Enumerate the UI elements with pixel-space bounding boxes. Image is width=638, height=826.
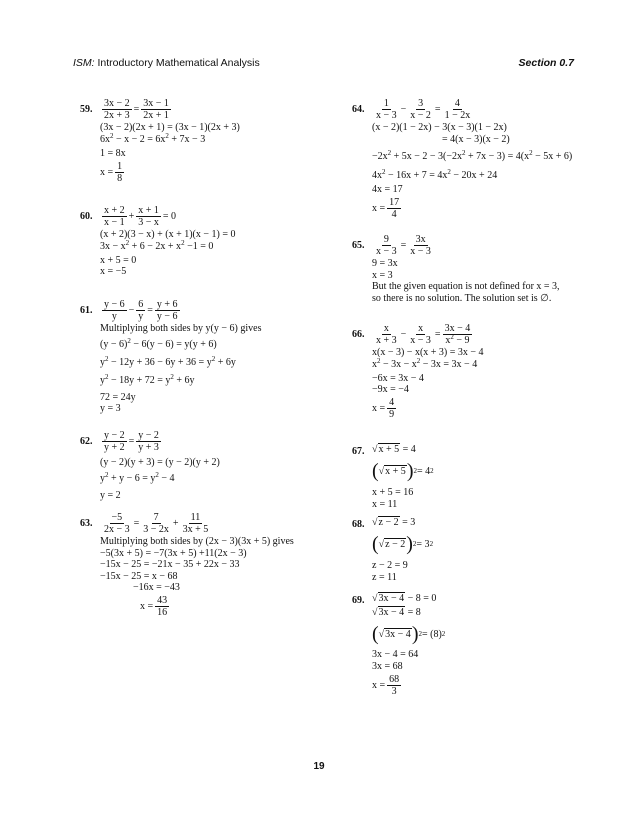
result-line — [100, 594, 294, 620]
exponent: 2 — [382, 168, 386, 176]
operator: + — [128, 210, 135, 222]
exponent: 2 — [462, 149, 466, 157]
numerator: 68 — [389, 673, 400, 685]
fraction — [102, 299, 127, 322]
denominator: 16 — [157, 607, 168, 618]
step-line — [372, 356, 484, 373]
step-line: Multiplying both sides by (2x − 3)(3x + 5) gives — [100, 536, 294, 547]
term: − x − 2 = 6x — [113, 133, 166, 145]
term: − 3x = 3x − 4 — [420, 358, 478, 370]
radical: √x + 5 — [378, 465, 406, 477]
fraction — [387, 197, 401, 220]
numerator: 6 — [138, 298, 144, 310]
term: x — [445, 334, 451, 346]
term: y — [100, 356, 105, 368]
term: + 5x − 2 − 3(−2x — [391, 151, 463, 162]
numerator: 4 — [454, 97, 460, 109]
radicand: x + 5 — [378, 444, 400, 455]
result-line — [372, 196, 572, 222]
numerator: 3x − 4 — [444, 322, 471, 334]
term: x = — [372, 679, 386, 691]
exponent: 2 — [105, 470, 109, 479]
step-line: −16x = −43 — [133, 582, 180, 593]
radicand: 3x − 4 — [385, 628, 411, 640]
denominator: x − 3 — [410, 245, 431, 257]
term: = 8 — [405, 607, 421, 618]
exponent: 2 — [105, 372, 109, 381]
denominator: x − 3 — [376, 245, 397, 257]
step-line: −5(3x + 5) = −7(3x + 5) +11(2x − 3) — [100, 547, 247, 559]
term: + 7x − 3 — [168, 133, 206, 145]
denominator: x − 2 — [410, 109, 431, 121]
denominator: 3 − x — [138, 216, 159, 228]
problem-number: 66. — [352, 329, 365, 340]
term: = 3 — [399, 517, 416, 528]
numerator: 4 — [389, 397, 395, 408]
numerator: 1 — [117, 160, 123, 172]
result-line: y = 3 — [100, 403, 121, 414]
fraction — [443, 323, 473, 346]
radicand: 3x − 4 — [378, 607, 405, 618]
equation — [372, 321, 484, 347]
term: − 3x − x — [380, 358, 417, 370]
denominator: y + 3 — [138, 441, 159, 453]
equals-sign: = — [147, 304, 153, 316]
step-line — [372, 151, 572, 165]
term: = 3 — [416, 538, 430, 550]
exponent: 2 — [110, 131, 114, 140]
numerator: 7 — [153, 511, 159, 523]
paren-left: ( — [372, 623, 379, 645]
exponent: 2 — [377, 356, 381, 365]
denominator: 3x + 5 — [182, 523, 209, 535]
result-line — [372, 672, 445, 698]
step-line: x + 5 = 16 — [372, 487, 414, 498]
equation — [100, 297, 261, 323]
denominator: 2x + 1 — [143, 109, 169, 121]
numerator: 3x − 2 — [104, 97, 130, 109]
denominator: 9 — [389, 409, 395, 420]
denominator: y + 2 — [104, 441, 125, 453]
step-line: (x + 2)(3 − x) + (x + 1)(x − 1) = 0 — [100, 229, 236, 240]
equation — [100, 96, 240, 122]
problem-number: 65. — [352, 240, 365, 251]
book-abbrev: ISM: — [73, 57, 95, 69]
equation — [372, 517, 433, 531]
exponent: 2 — [447, 168, 451, 176]
exponent: 2 — [125, 238, 130, 247]
term: (y − 6) — [100, 338, 128, 350]
step-line: −15x − 25 = −21x − 35 + 22x − 33 — [100, 559, 240, 570]
term: + y − 6 = y — [108, 472, 156, 484]
term: y — [100, 472, 105, 484]
operator: − — [400, 328, 407, 340]
exponent: 2 — [387, 149, 392, 157]
numerator: 11 — [190, 511, 201, 523]
problem-number: 68. — [352, 519, 365, 530]
numerator: y + 6 — [156, 298, 178, 310]
term: − 5x + 6) — [532, 151, 573, 162]
term: + 6 − 2x + x — [129, 240, 182, 252]
step-line: −9x = −4 — [372, 384, 409, 395]
numerator: 17 — [389, 197, 400, 208]
fraction — [374, 323, 399, 346]
denominator: x − 3 — [410, 334, 431, 346]
radical: √x + 5 — [372, 444, 400, 455]
operator: + — [172, 517, 179, 529]
term: 6x — [100, 133, 110, 145]
fraction — [408, 234, 433, 257]
denominator: x − 1 — [104, 216, 125, 228]
step-line — [372, 607, 445, 621]
numerator: 1 — [383, 97, 389, 109]
radical: √z − 2 — [378, 538, 406, 550]
step-line: ( √z − 2 ) 2 = 3 2 — [372, 533, 434, 555]
paren-right: ) — [406, 533, 413, 555]
equals-sign: = — [400, 239, 407, 251]
radical: √3x − 4 — [372, 593, 405, 604]
step-line — [372, 170, 572, 184]
term: x = — [100, 166, 114, 178]
equals-sign: = — [133, 103, 140, 115]
denominator: 1 − 2x — [444, 109, 471, 121]
problem-number: 69. — [352, 595, 365, 606]
problem-number: 63. — [80, 518, 93, 529]
denominator: x + 3 — [376, 334, 397, 346]
numerator: 9 — [383, 233, 389, 245]
term: x — [372, 358, 377, 370]
term: + 6y — [215, 356, 236, 368]
numerator: −5 — [111, 511, 123, 523]
fraction — [443, 98, 473, 121]
fraction — [102, 205, 127, 228]
step-line: −15x − 25 = x − 68 — [100, 570, 178, 582]
radicand: x + 5 — [385, 465, 406, 477]
term: 4x — [372, 170, 382, 181]
operator: − — [128, 304, 135, 316]
fraction — [155, 595, 169, 618]
term: x = — [372, 203, 386, 214]
numerator: x + 1 — [138, 204, 159, 216]
result-line: z = 11 — [372, 571, 397, 583]
term: − 20x + 24 — [450, 170, 498, 181]
term: = 4 — [400, 444, 416, 455]
exponent: 2 — [450, 332, 454, 341]
step-line: 4x = 17 — [372, 184, 403, 195]
step-line: Multiplying both sides by y(y − 6) gives — [100, 323, 262, 334]
term: − 16x + 7 = 4x — [385, 170, 448, 181]
step-line: 72 = 24y — [100, 391, 136, 403]
numerator: y − 2 — [104, 429, 125, 441]
explanation-line: so there is no solution. The solution set is ∅. — [372, 292, 552, 304]
fraction — [102, 430, 127, 453]
page-number: 19 — [313, 761, 325, 772]
step-line: (x − 2)(1 − 2x) − 3(x − 3)(1 − 2x) — [372, 122, 507, 133]
fraction — [181, 512, 211, 535]
term: − 12y + 36 − 6y + 36 = y — [108, 356, 212, 368]
denominator: 4 — [391, 209, 397, 220]
radicand: 3x − 4 — [378, 593, 405, 604]
equation — [372, 232, 560, 258]
step-line — [100, 470, 220, 487]
step-line: (y − 2)(y + 3) = (y − 2)(y + 2) — [100, 457, 220, 468]
term: + 7x − 3) = 4(x — [465, 151, 530, 162]
step-line: (3x − 2)(2x + 1) = (3x − 1)(2x + 3) — [100, 122, 240, 133]
term: −2x — [372, 151, 388, 162]
exponent: 2 — [416, 356, 421, 365]
exponent: 2 — [155, 470, 159, 479]
equation — [372, 444, 434, 458]
step-line: x(x − 3) − x(x + 3) = 3x − 4 — [372, 347, 484, 358]
paren-right: ) — [411, 623, 419, 645]
term: 3x − x — [100, 240, 126, 252]
step-line — [100, 131, 240, 148]
book-title: Introductory Mathematical Analysis — [94, 57, 260, 69]
step-line: 3x − 4 = 64 — [372, 649, 419, 660]
term: − 9 — [453, 334, 470, 346]
step-line: 3x = 68 — [372, 660, 403, 672]
result-line: y = 2 — [100, 489, 121, 501]
problem-number: 64. — [352, 104, 365, 115]
term: − 8 = 0 — [405, 593, 437, 604]
fraction — [408, 98, 433, 121]
equals-sign: = — [133, 517, 140, 529]
fraction — [141, 98, 171, 121]
fraction — [387, 397, 396, 420]
step-line: z − 2 = 9 — [372, 560, 408, 571]
numerator: y − 6 — [104, 298, 125, 310]
term: + 6y — [173, 374, 195, 386]
numerator: 3x − 1 — [143, 97, 169, 109]
fraction — [141, 512, 171, 535]
running-header-title — [73, 57, 260, 69]
equals-sign: = — [128, 435, 135, 447]
step-line: 1 = 8x — [100, 147, 126, 159]
numerator: x + 2 — [104, 204, 125, 216]
paren-right: ) — [406, 460, 414, 482]
term: x = — [372, 403, 386, 414]
step-line: x + 5 = 0 — [100, 254, 137, 266]
term: − 4 — [158, 472, 175, 484]
denominator: x − 3 — [376, 109, 397, 121]
fraction — [136, 430, 161, 453]
term: = 4 — [416, 465, 431, 477]
numerator: 43 — [157, 595, 168, 606]
step-line — [100, 372, 261, 389]
equation — [100, 510, 294, 536]
step-line — [100, 238, 235, 255]
result-line: x = −5 — [100, 266, 127, 277]
fraction — [102, 98, 132, 121]
step-line: ( √3x − 4 ) 2 = (8) 2 — [372, 623, 446, 645]
problem-number: 59. — [80, 104, 93, 115]
exponent: 2 — [105, 354, 109, 363]
term: y — [100, 374, 105, 386]
denominator: y − 6 — [156, 310, 178, 322]
numerator: y − 2 — [138, 429, 159, 441]
numerator: 3 — [418, 97, 424, 109]
equation — [372, 96, 572, 122]
step-line — [100, 336, 261, 353]
numerator: 3x — [415, 233, 426, 245]
fraction — [374, 98, 399, 121]
fraction — [387, 674, 401, 697]
equation — [100, 203, 235, 229]
denominator: 2x − 3 — [104, 523, 130, 535]
equals-sign: = — [434, 103, 441, 115]
denominator: 8 — [117, 172, 123, 184]
fraction — [115, 161, 124, 184]
step-line: = 4(x − 3)(x − 2) — [442, 133, 510, 145]
denominator: 2x + 3 — [104, 109, 130, 121]
term: = (8) — [421, 628, 442, 640]
term: −1 = 0 — [184, 240, 214, 252]
radical: √z − 2 — [372, 517, 399, 528]
step-line: ( √x + 5 ) 2 = 4 2 — [372, 460, 434, 482]
exponent: 2 — [127, 336, 131, 345]
result-line — [372, 396, 484, 422]
fraction — [136, 205, 161, 228]
term: − 6(y − 6) = y(y + 6) — [130, 338, 217, 350]
denominator — [443, 332, 471, 346]
step-line: 9 = 3x — [372, 258, 398, 269]
operator: − — [400, 103, 407, 115]
section-label: Section 0.7 — [518, 57, 574, 69]
radical: √3x − 4 — [372, 607, 405, 618]
result-line: x = 11 — [372, 498, 398, 510]
exponent: 2 — [181, 238, 185, 247]
result-line — [100, 159, 240, 185]
term: = 0 — [162, 210, 177, 222]
numerator: x — [383, 322, 389, 334]
exponent: 2 — [170, 372, 174, 381]
term: − 18y + 72 = y — [108, 374, 171, 386]
problem-number: 61. — [80, 305, 93, 316]
radical: √3x − 4 — [378, 628, 411, 640]
radicand: z − 2 — [385, 538, 406, 550]
fraction — [374, 234, 399, 257]
equation — [100, 428, 220, 454]
explanation-line: But the given equation is not defined for x = 3, — [372, 281, 560, 292]
fraction — [102, 512, 132, 535]
denominator: 3 − 2x — [143, 523, 169, 535]
exponent: 2 — [165, 131, 169, 140]
problem-number: 67. — [352, 446, 365, 457]
term: x = — [140, 601, 154, 612]
denominator: y — [138, 310, 144, 322]
problem-number: 62. — [80, 436, 93, 447]
step-line — [100, 354, 261, 371]
denominator: y — [111, 310, 117, 322]
paren-left: ( — [372, 460, 379, 482]
exponent: 2 — [529, 149, 533, 157]
numerator: x — [418, 322, 424, 334]
radicand: z − 2 — [378, 517, 399, 528]
denominator: 3 — [391, 685, 397, 697]
fraction — [136, 299, 145, 322]
equation — [372, 593, 445, 607]
fraction — [155, 299, 180, 322]
step-line: x = 3 — [372, 269, 393, 281]
step-line: −6x = 3x − 4 — [372, 372, 424, 384]
problem-number: 60. — [80, 211, 93, 222]
paren-left: ( — [372, 533, 379, 555]
equals-sign: = — [434, 328, 441, 340]
fraction — [408, 323, 433, 346]
exponent: 2 — [211, 354, 216, 363]
